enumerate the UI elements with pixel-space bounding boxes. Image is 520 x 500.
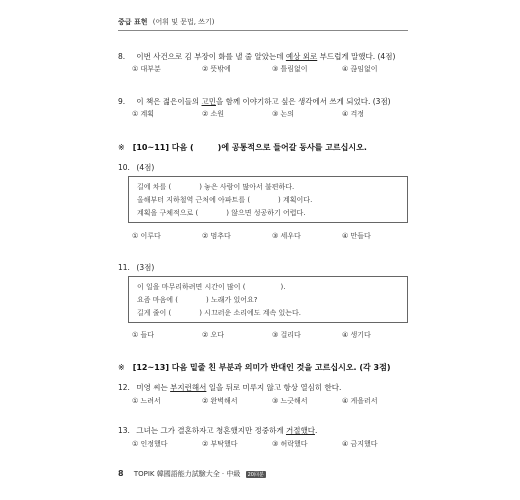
question-points: (3점) xyxy=(136,263,155,272)
star-mark: ※ xyxy=(118,363,125,372)
book-title: TOPIK 韓國語能力試驗大全 · 中級 xyxy=(133,470,241,478)
question-number: 9. xyxy=(118,97,126,106)
option-4[interactable]: ④ 게을러서 xyxy=(342,397,378,405)
option-3[interactable]: ③ 틀림없이 xyxy=(272,65,308,73)
question-12 xyxy=(118,382,341,393)
option-1[interactable]: ① 인정했다 xyxy=(132,440,168,448)
question-text: 그녀는 그가 결혼하자고 청혼했지만 정중하게 xyxy=(136,426,286,435)
box-line: 올해부터 지하철역 근처에 아파트를 ( ) 계획이다. xyxy=(137,196,313,204)
question-8 xyxy=(118,51,395,62)
option-4[interactable]: ④ 금지했다 xyxy=(342,440,378,448)
sentence-box-10 xyxy=(128,176,408,223)
box-line: 이 일을 마무리하려면 시간이 많이 ( ). xyxy=(137,283,286,291)
header-subtitle: (어휘 및 문법, 쓰기) xyxy=(152,18,215,26)
option-1[interactable]: ① 이루다 xyxy=(132,232,161,240)
option-3[interactable]: ③ 걸리다 xyxy=(272,331,301,339)
underlined-word: 부지런해서 xyxy=(170,383,207,392)
edition-tag: 20回분 xyxy=(247,472,264,478)
question-number: 10. xyxy=(118,163,130,172)
question-number: 8. xyxy=(118,52,126,61)
section-instruction-10-11 xyxy=(118,142,367,153)
underlined-word: 거절했다 xyxy=(285,426,315,435)
question-text-end: 부드럽게 말했다. (4점) xyxy=(317,52,396,61)
header-title: 중급 표현 xyxy=(118,18,148,26)
question-text-end: . xyxy=(314,426,318,435)
question-number: 13. xyxy=(118,426,130,435)
page-number: 8 xyxy=(118,469,124,478)
underlined-word: 고민 xyxy=(201,97,217,106)
option-2[interactable]: ② 완벽해서 xyxy=(202,397,238,405)
option-1[interactable]: ① 들다 xyxy=(132,331,155,339)
option-4[interactable]: ④ 끊임없이 xyxy=(342,65,378,73)
question-13 xyxy=(118,425,317,436)
box-line: 요즘 마음에 ( ) 노래가 있어요? xyxy=(137,296,258,304)
option-2[interactable]: ② 부탁했다 xyxy=(202,440,238,448)
question-text: 이 책은 젊은이들의 xyxy=(136,97,202,106)
option-3[interactable]: ③ 세우다 xyxy=(272,232,301,240)
question-number: 11. xyxy=(118,263,130,272)
option-4[interactable]: ④ 생기다 xyxy=(342,331,371,339)
sentence-box-11 xyxy=(128,276,408,323)
question-10 xyxy=(118,162,154,173)
box-line: 길게 줄이 ( ) 시끄러운 소리에도 계속 있는다. xyxy=(137,309,301,317)
question-9 xyxy=(118,96,391,107)
box-line: 길에 차를 ( ) 놓은 사람이 많아서 불편하다. xyxy=(137,183,295,191)
option-2[interactable]: ② 멈추다 xyxy=(202,232,231,240)
question-text: 이번 사건으로 김 부장이 화를 낼 줄 알았는데 xyxy=(136,52,286,61)
box-line: 계획을 구체적으로 ( ) 않으면 성공하기 어렵다. xyxy=(137,209,306,217)
question-text-end: 일을 뒤로 미루지 않고 항상 열심히 한다. xyxy=(206,383,342,392)
star-mark: ※ xyxy=(118,143,125,152)
question-text-end: 을 함께 이야기하고 싶은 생각에서 쓰게 되었다. (3점) xyxy=(216,97,391,106)
option-2[interactable]: ② 소원 xyxy=(202,110,225,118)
option-3[interactable]: ③ 느긋해서 xyxy=(272,397,308,405)
option-3[interactable]: ③ 논의 xyxy=(272,110,295,118)
page-footer xyxy=(118,469,266,479)
section-text: [12~13] 다음 밑줄 친 부분과 의미가 반대인 것을 고르십시오. (각 3점) xyxy=(132,363,391,372)
option-3[interactable]: ③ 허락했다 xyxy=(272,440,308,448)
question-points: (4점) xyxy=(136,163,155,172)
page-header xyxy=(118,17,408,31)
option-2[interactable]: ② 오다 xyxy=(202,331,225,339)
option-4[interactable]: ④ 걱정 xyxy=(342,110,365,118)
option-1[interactable]: ① 대부분 xyxy=(132,65,161,73)
question-text: 미영 씨는 xyxy=(136,383,171,392)
option-2[interactable]: ② 뜻밖에 xyxy=(202,65,231,73)
option-1[interactable]: ① 느려서 xyxy=(132,397,161,405)
option-1[interactable]: ① 계획 xyxy=(132,110,155,118)
question-number: 12. xyxy=(118,383,130,392)
underlined-word: 예상 외로 xyxy=(285,52,318,61)
option-4[interactable]: ④ 만들다 xyxy=(342,232,371,240)
question-11 xyxy=(118,262,154,273)
section-instruction-12-13 xyxy=(118,362,391,373)
section-text: [10~11] 다음 ( )에 공통적으로 들어갈 동사를 고르십시오. xyxy=(132,143,367,152)
